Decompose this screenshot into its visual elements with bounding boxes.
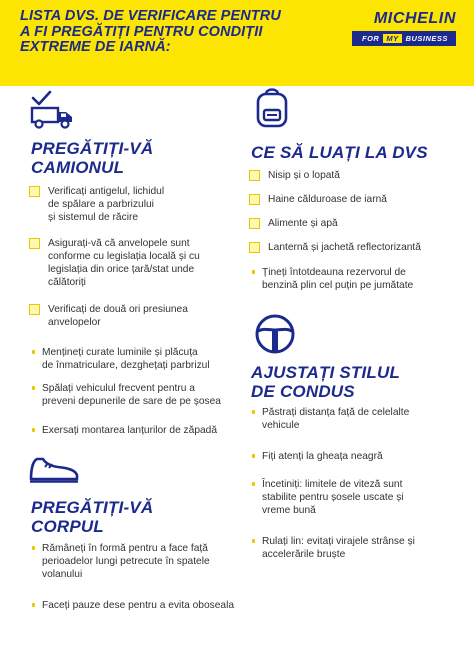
bullet-item-lights-plate: Mențineți curate luminile și plăcuța de înmatriculare, dezghețați parbrizul <box>42 347 210 371</box>
bullet-item-drive-smoothly: Rulați lin: evitați virajele strânse și accelerările bruște <box>262 536 415 560</box>
checklist-item-tyre-pressure: Verificați de două ori presiunea anvelopelor <box>48 304 188 328</box>
driving-section-title: AJUSTAȚI STILUL DE CONDUS <box>251 363 401 401</box>
brand-business: BUSINESS <box>405 34 448 43</box>
bullet-item-fuel-tank: Țineți întotdeauna rezervorul de benzină plin cel puțin pe jumătate <box>262 267 414 291</box>
bullet-item-black-ice: Fiți atenți la gheața neagră <box>262 451 383 462</box>
checklist-item-sand-shovel: Nisip și o lopată <box>268 170 340 181</box>
checklist-item-flashlight-vest: Lanternă și jachetă reflectorizantă <box>268 242 421 253</box>
bullet-item-slow-down: Încetiniți: limitele de viteză sunt stabilite pentru șosele uscate și vreme bună <box>262 479 404 516</box>
brand-for: FOR <box>362 34 380 43</box>
bullet-item-take-breaks: Faceți pauze dese pentru a evita oboseala <box>42 600 234 611</box>
checklist-item-food-water: Alimente și apă <box>268 218 338 229</box>
truck-check-icon <box>30 90 76 130</box>
bullet-item-snow-chains: Exersați montarea lanțurilor de zăpadă <box>42 425 217 436</box>
checklist-item-tyres-legislation: Asigurați-vă că anvelopele sunt conforme cu legislația locală și cu legislația din orice țară/stat unde călătoriți <box>48 238 200 288</box>
bullet-item-wash-vehicle: Spălați vehiculul frecvent pentru a preveni depunerile de sare de pe șosea <box>42 383 221 407</box>
checklist-item-winter-clothes: Haine călduroase de iarnă <box>268 194 387 205</box>
michelin-logo <box>344 10 456 50</box>
bag-section-title: CE SĂ LUAȚI LA DVS <box>251 143 428 162</box>
shoe-icon <box>28 455 80 485</box>
header-banner <box>0 0 474 86</box>
checklist-item-antifreeze: Verificați antigelul, lichidul de spălare a parbrizului și sistemul de răcire <box>48 186 165 223</box>
brand-name: MICHELIN <box>373 10 456 27</box>
brand-tagline <box>352 31 456 46</box>
truck-section-title: PREGĂTIȚI-VĂ CAMIONUL <box>31 139 154 177</box>
bullet-item-keep-distance: Păstrați distanța față de celelalte vehicule <box>262 407 410 431</box>
bullet-item-stay-fit: Rămâneți în formă pentru a face față perioadelor lungi petrecute în spatele volanului <box>42 543 210 580</box>
body-section-title: PREGĂTIȚI-VĂ CORPUL <box>31 498 154 536</box>
backpack-icon <box>254 86 290 128</box>
brand-my: MY <box>383 34 401 43</box>
steering-wheel-icon <box>254 313 296 355</box>
page-title: LISTA DVS. DE VERIFICARE PENTRU A FI PREGĂTIȚI PENTRU CONDIȚII EXTREME DE IARNĂ: <box>20 8 281 55</box>
